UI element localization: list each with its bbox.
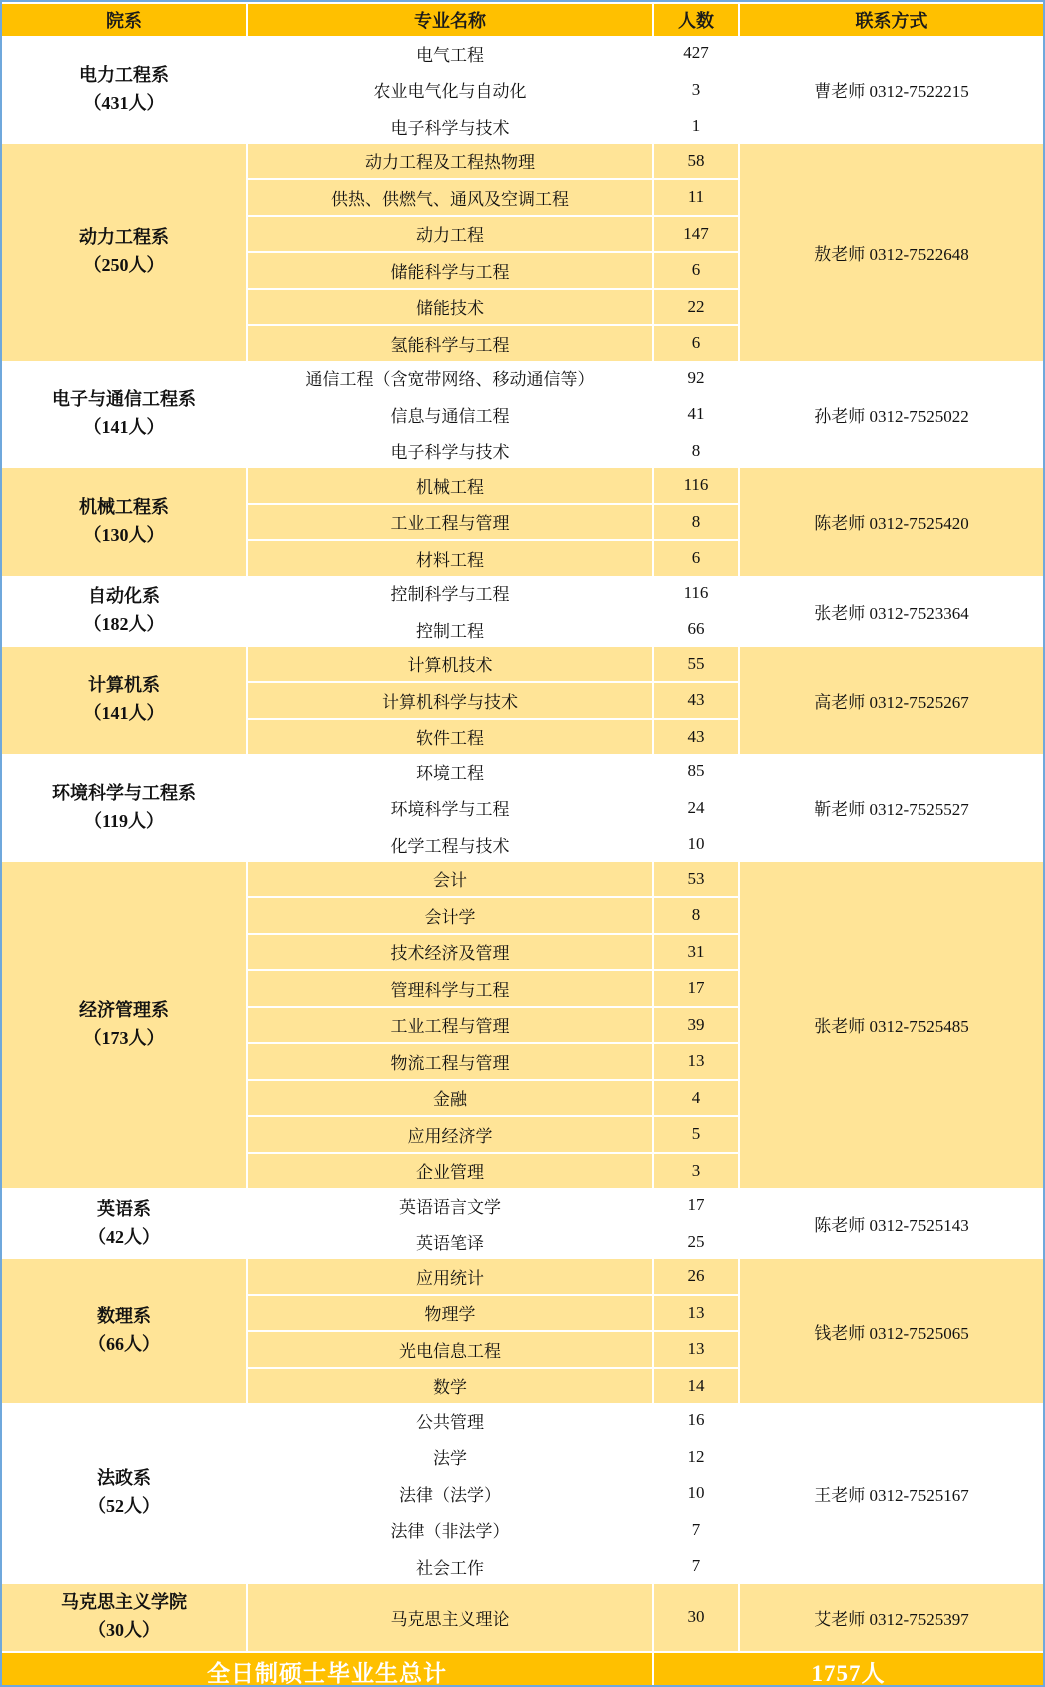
major-count-cell: 24 xyxy=(654,791,738,826)
major-name-cell: 电子科学与技术 xyxy=(248,109,652,144)
major-name-cell: 电子科学与技术 xyxy=(248,434,652,469)
major-name-cell: 数学 xyxy=(248,1369,652,1404)
major-name-cell: 机械工程 xyxy=(248,468,652,503)
table-header-row xyxy=(2,4,1043,36)
footer-total-label: 全日制硕士毕业生总计 xyxy=(2,1653,652,1687)
dept-group xyxy=(2,754,1043,862)
major-count-cell: 6 xyxy=(654,326,738,361)
major-count-cell: 17 xyxy=(654,971,738,1006)
major-count-cell: 6 xyxy=(654,541,738,576)
dept-count-label: （141人） xyxy=(83,417,165,438)
major-count-cell: 8 xyxy=(654,505,738,540)
dept-count-label: （30人） xyxy=(88,1620,160,1640)
contact-cell: 陈老师 0312-7525143 xyxy=(740,1188,1043,1259)
major-count-cell: 85 xyxy=(654,754,738,789)
major-name-cell: 农业电气化与自动化 xyxy=(248,73,652,108)
major-count-cell: 7 xyxy=(654,1513,738,1548)
dept-cell xyxy=(2,468,246,576)
dept-cell xyxy=(2,647,246,755)
major-name-cell: 储能科学与工程 xyxy=(248,253,652,288)
major-name-cell: 法学 xyxy=(248,1440,652,1475)
major-name-cell: 通信工程（含宽带网络、移动通信等） xyxy=(248,361,652,396)
dept-group xyxy=(2,1584,1043,1651)
major-name-cell: 社会工作 xyxy=(248,1549,652,1584)
dept-count-label: （42人） xyxy=(88,1226,160,1247)
major-name-cell: 物理学 xyxy=(248,1296,652,1331)
contact-cell: 曹老师 0312-7522215 xyxy=(740,36,1043,144)
major-count-cell: 427 xyxy=(654,36,738,71)
major-name-cell: 企业管理 xyxy=(248,1154,652,1189)
major-count-cell: 43 xyxy=(654,720,738,755)
dept-cell xyxy=(2,754,246,862)
dept-cell xyxy=(2,36,246,144)
major-count-cell: 39 xyxy=(654,1008,738,1043)
dept-name: 英语系 xyxy=(97,1198,151,1219)
major-name-cell: 控制科学与工程 xyxy=(248,576,652,611)
major-name-cell: 马克思主义理论 xyxy=(248,1584,652,1651)
dept-count-label: （130人） xyxy=(83,524,165,545)
major-count-cell: 43 xyxy=(654,683,738,718)
dept-count-label: （141人） xyxy=(83,703,165,724)
dept-cell xyxy=(2,576,246,647)
major-name-cell: 法律（非法学） xyxy=(248,1513,652,1548)
major-name-cell: 供热、供燃气、通风及空调工程 xyxy=(248,180,652,215)
dept-group xyxy=(2,1403,1043,1584)
dept-cell xyxy=(2,1584,246,1651)
contact-cell: 靳老师 0312-7525527 xyxy=(740,754,1043,862)
contact-cell: 高老师 0312-7525267 xyxy=(740,647,1043,755)
major-count-cell: 10 xyxy=(654,827,738,862)
major-count-cell: 26 xyxy=(654,1259,738,1294)
dept-name: 电子与通信工程系 xyxy=(52,389,196,410)
major-name-cell: 电气工程 xyxy=(248,36,652,71)
major-name-cell: 管理科学与工程 xyxy=(248,971,652,1006)
major-name-cell: 公共管理 xyxy=(248,1403,652,1438)
major-name-cell: 会计 xyxy=(248,862,652,897)
dept-group xyxy=(2,468,1043,576)
table-footer-row xyxy=(2,1653,1043,1687)
dept-group xyxy=(2,144,1043,361)
major-name-cell: 物流工程与管理 xyxy=(248,1044,652,1079)
dept-name: 环境科学与工程系 xyxy=(52,782,196,803)
dept-group xyxy=(2,361,1043,469)
major-count-cell: 11 xyxy=(654,180,738,215)
major-count-cell: 31 xyxy=(654,935,738,970)
major-name-cell: 动力工程 xyxy=(248,217,652,252)
major-count-cell: 13 xyxy=(654,1044,738,1079)
major-count-cell: 8 xyxy=(654,434,738,469)
major-name-cell: 软件工程 xyxy=(248,720,652,755)
major-name-cell: 应用经济学 xyxy=(248,1117,652,1152)
major-name-cell: 英语语言文学 xyxy=(248,1188,652,1223)
dept-count-label: （250人） xyxy=(83,255,165,275)
major-count-cell: 116 xyxy=(654,576,738,611)
major-count-cell: 4 xyxy=(654,1081,738,1116)
contact-cell: 张老师 0312-7525485 xyxy=(740,862,1043,1189)
major-count-cell: 7 xyxy=(654,1549,738,1584)
dept-name: 马克思主义学院 xyxy=(61,1592,187,1613)
major-count-cell: 1 xyxy=(654,109,738,144)
contact-cell: 孙老师 0312-7525022 xyxy=(740,361,1043,469)
dept-count-label: （431人） xyxy=(83,92,165,113)
major-name-cell: 计算机科学与技术 xyxy=(248,683,652,718)
major-name-cell: 光电信息工程 xyxy=(248,1332,652,1367)
dept-group xyxy=(2,36,1043,144)
dept-group xyxy=(2,1259,1043,1403)
major-name-cell: 信息与通信工程 xyxy=(248,397,652,432)
dept-name: 法政系 xyxy=(97,1468,151,1489)
header-cell-contact: 联系方式 xyxy=(740,4,1043,36)
major-name-cell: 储能技术 xyxy=(248,290,652,325)
dept-name: 数理系 xyxy=(97,1306,151,1327)
dept-count-label: （173人） xyxy=(83,1027,165,1048)
major-count-cell: 55 xyxy=(654,647,738,682)
dept-name: 自动化系 xyxy=(88,586,160,607)
major-name-cell: 环境科学与工程 xyxy=(248,791,652,826)
major-name-cell: 计算机技术 xyxy=(248,647,652,682)
contact-cell: 陈老师 0312-7525420 xyxy=(740,468,1043,576)
major-name-cell: 技术经济及管理 xyxy=(248,935,652,970)
major-count-cell: 17 xyxy=(654,1188,738,1223)
header-cell-major: 专业名称 xyxy=(248,4,652,36)
major-name-cell: 控制工程 xyxy=(248,612,652,647)
major-count-cell: 16 xyxy=(654,1403,738,1438)
major-count-cell: 6 xyxy=(654,253,738,288)
contact-cell: 张老师 0312-7523364 xyxy=(740,576,1043,647)
dept-count-label: （66人） xyxy=(88,1334,160,1354)
dept-group xyxy=(2,862,1043,1189)
major-name-cell: 应用统计 xyxy=(248,1259,652,1294)
major-name-cell: 化学工程与技术 xyxy=(248,827,652,862)
contact-cell: 钱老师 0312-7525065 xyxy=(740,1259,1043,1403)
major-count-cell: 58 xyxy=(654,144,738,179)
contact-cell: 敖老师 0312-7522648 xyxy=(740,144,1043,361)
major-count-cell: 116 xyxy=(654,468,738,503)
major-name-cell: 环境工程 xyxy=(248,754,652,789)
major-name-cell: 工业工程与管理 xyxy=(248,1008,652,1043)
major-count-cell: 30 xyxy=(654,1584,738,1651)
dept-name: 计算机系 xyxy=(88,675,160,696)
major-name-cell: 动力工程及工程热物理 xyxy=(248,144,652,179)
major-count-cell: 13 xyxy=(654,1296,738,1331)
major-count-cell: 8 xyxy=(654,898,738,933)
dept-name: 电力工程系 xyxy=(79,64,169,85)
major-count-cell: 53 xyxy=(654,862,738,897)
major-count-cell: 13 xyxy=(654,1332,738,1367)
major-name-cell: 材料工程 xyxy=(248,541,652,576)
major-count-cell: 3 xyxy=(654,1154,738,1189)
major-name-cell: 工业工程与管理 xyxy=(248,505,652,540)
header-cell-department: 院系 xyxy=(2,4,246,36)
dept-count-label: （182人） xyxy=(83,614,165,634)
major-count-cell: 14 xyxy=(654,1369,738,1404)
dept-cell xyxy=(2,1188,246,1259)
major-count-cell: 10 xyxy=(654,1476,738,1511)
dept-count-label: （119人） xyxy=(83,810,164,831)
major-name-cell: 法律（法学） xyxy=(248,1476,652,1511)
dept-cell xyxy=(2,1403,246,1584)
dept-cell xyxy=(2,862,246,1189)
major-count-cell: 147 xyxy=(654,217,738,252)
major-count-cell: 3 xyxy=(654,73,738,108)
major-count-cell: 41 xyxy=(654,397,738,432)
major-count-cell: 12 xyxy=(654,1440,738,1475)
dept-count-label: （52人） xyxy=(88,1496,160,1517)
table-body xyxy=(2,36,1043,1651)
dept-name: 机械工程系 xyxy=(79,496,169,517)
dept-name: 经济管理系 xyxy=(79,999,169,1020)
major-name-cell: 会计学 xyxy=(248,898,652,933)
contact-cell: 艾老师 0312-7525397 xyxy=(740,1584,1043,1651)
major-count-cell: 66 xyxy=(654,612,738,647)
contact-cell: 王老师 0312-7525167 xyxy=(740,1403,1043,1584)
dept-cell xyxy=(2,361,246,469)
dept-group xyxy=(2,1188,1043,1259)
dept-group xyxy=(2,647,1043,755)
dept-name: 动力工程系 xyxy=(79,227,169,248)
major-name-cell: 金融 xyxy=(248,1081,652,1116)
dept-cell xyxy=(2,144,246,361)
major-name-cell: 氢能科学与工程 xyxy=(248,326,652,361)
major-count-cell: 92 xyxy=(654,361,738,396)
dept-cell xyxy=(2,1259,246,1403)
header-cell-count: 人数 xyxy=(654,4,738,36)
major-name-cell: 英语笔译 xyxy=(248,1225,652,1260)
major-count-cell: 25 xyxy=(654,1225,738,1260)
dept-group xyxy=(2,576,1043,647)
major-count-cell: 5 xyxy=(654,1117,738,1152)
major-count-cell: 22 xyxy=(654,290,738,325)
footer-total-value: 1757人 xyxy=(654,1653,1043,1687)
